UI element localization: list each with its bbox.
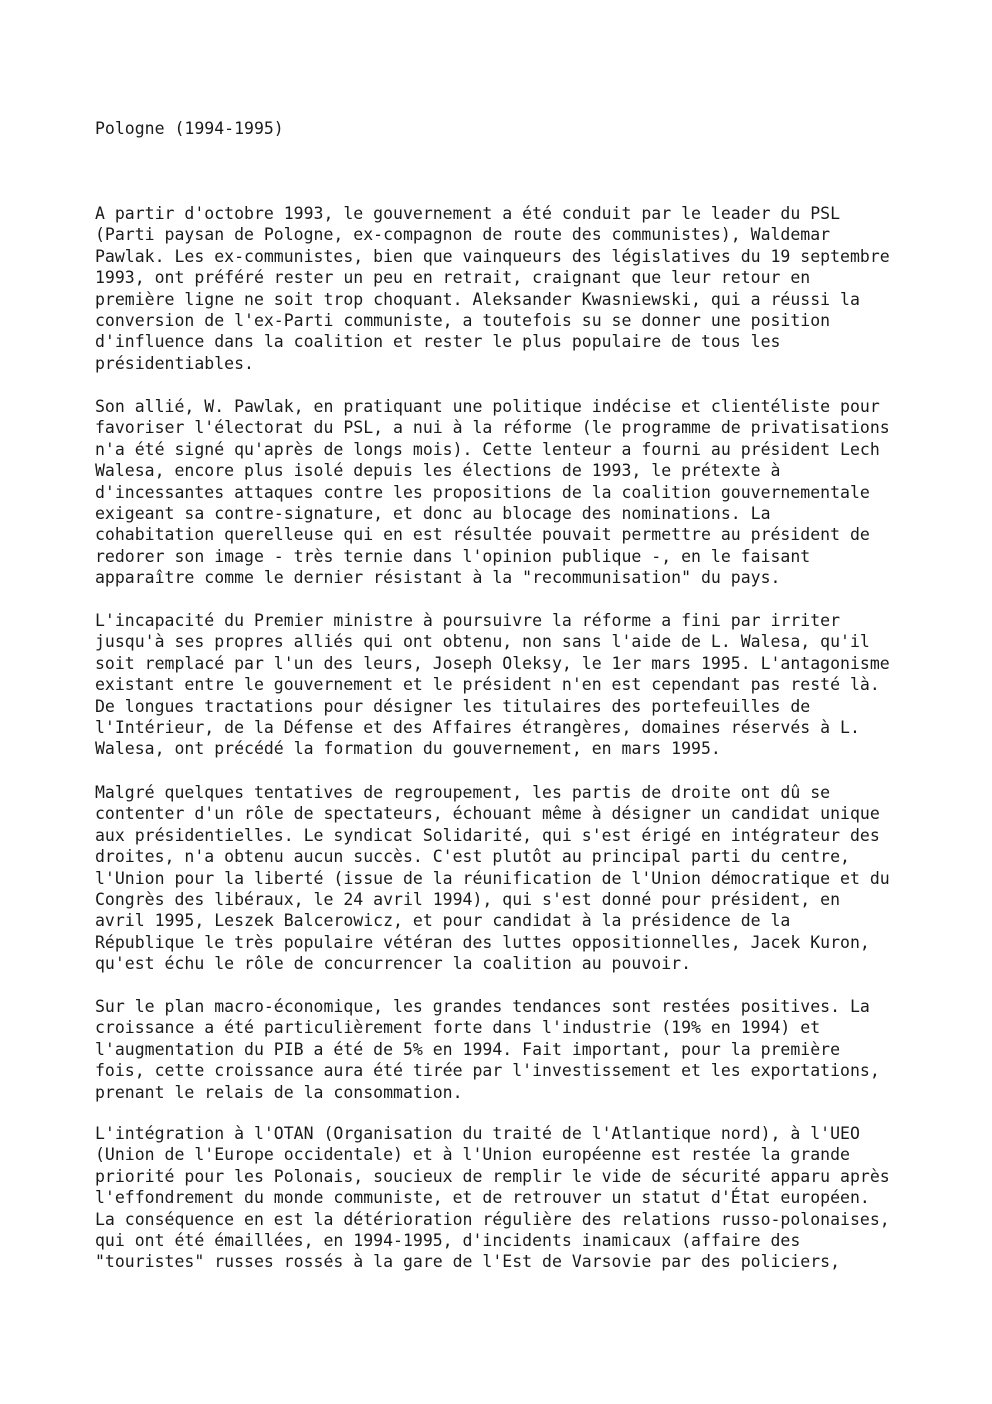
document-title: Pologne (1994-1995): [95, 119, 284, 138]
paragraph-6: L'intégration à l'OTAN (Organisation du traité de l'Atlantique nord), à l'UEO (Union de l'Europe occidentale) et à l'Union européenne est restée la grande priorité pour les Polonais, soucieux de remplir le vide de sécurité apparu après l'effondrement du monde communiste, et de retrouver un statut d'État européen. La conséquence en est la détérioration régulière des relations russo-polonaises, qui ont été émaillées, en 1994-1995, d'incidents inamicaux (affaire des "touristes" russes rossés à la gare de l'Est de Varsovie par des policiers,: [95, 1124, 890, 1272]
paragraph-2: Son allié, W. Pawlak, en pratiquant une politique indécise et clientéliste pour favoriser l'électorat du PSL, a nui à la réforme (le programme de privatisations n'a été signé qu'après de longs mois). Cette lenteur a fourni au président Lech Walesa, encore plus isolé depuis les élections de 1993, le prétexte à d'incessantes attaques contre les propositions de la coalition gouvernementale exigeant sa contre-signature, et donc au blocage des nominations. La cohabitation querelleuse qui en est résultée pouvait permettre au président de redorer son image - très ternie dans l'opinion publique -, en le faisant apparaître comme le dernier résistant à la "recommunisation" du pays.: [95, 397, 890, 588]
paragraph-4: Malgré quelques tentatives de regroupement, les partis de droite ont dû se contenter d'un rôle de spectateurs, échouant même à désigner un candidat unique aux présidentielles. Le syndicat Solidarité, qui s'est érigé en intégrateur des droites, n'a obtenu aucun succès. C'est plutôt au principal parti du centre, l'Union pour la liberté (issue de la réunification de l'Union démocratique et du Congrès des libéraux, le 24 avril 1994), qui s'est donné pour président, en avril 1995, Leszek Balcerowicz, et pour candidat à la présidence de la République le très populaire vétéran des luttes oppositionnelles, Jacek Kuron, qu'est échu le rôle de concurrencer la coalition au pouvoir.: [95, 783, 890, 974]
paragraph-1: A partir d'octobre 1993, le gouvernement a été conduit par le leader du PSL (Parti paysan de Pologne, ex-compagnon de route des communistes), Waldemar Pawlak. Les ex-communistes, bien que vainqueurs des législatives du 19 septembre 1993, ont préféré rester un peu en retrait, craignant que leur retour en première ligne ne soit trop choquant. Aleksander Kwasniewski, qui a réussi la conversion de l'ex-Parti communiste, a toutefois su se donner une position d'influence dans la coalition et rester le plus populaire de tous les présidentiables.: [95, 204, 890, 373]
paragraph-3: L'incapacité du Premier ministre à poursuivre la réforme a fini par irriter jusqu'à ses propres alliés qui ont obtenu, non sans l'aide de L. Walesa, qu'il soit remplacé par l'un des leurs, Joseph Oleksy, le 1er mars 1995. L'antagonisme existant entre le gouvernement et le président n'en est cependant pas resté là. De longues tractations pour désigner les titulaires des portefeuilles de l'Intérieur, de la Défense et des Affaires étrangères, domaines réservés à L. Walesa, ont précédé la formation du gouvernement, en mars 1995.: [95, 611, 890, 759]
paragraph-5: Sur le plan macro-économique, les grandes tendances sont restées positives. La croissance a été particulièrement forte dans l'industrie (19% en 1994) et l'augmentation du PIB a été de 5% en 1994. Fait important, pour la première fois, cette croissance aura été tirée par l'investissement et les exportations, prenant le relais de la consommation.: [95, 997, 880, 1102]
